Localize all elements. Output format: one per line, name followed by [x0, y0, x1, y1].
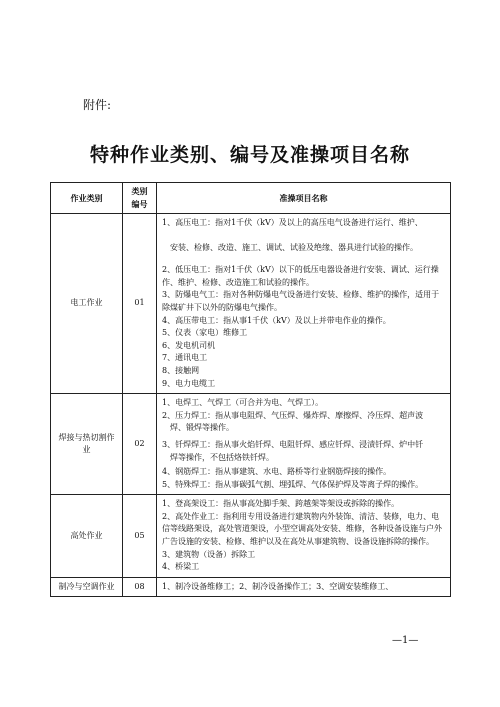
list-item: 1、登高架设工：指从事高处脚手架、跨越架等架设或拆除的操作。 — [162, 499, 400, 509]
list-item: 3、建筑物（设备）拆除工 — [162, 549, 256, 559]
list-item: 4、高压带电工：指从事1千伏（kV）及以上并带电作业的操作。 — [162, 315, 391, 325]
list-item: 2、压力焊工：指从事电阻焊、气压焊、爆炸焊、摩擦焊、冷压焊、超声波 — [162, 410, 424, 420]
list-item: 安装、检修、改造、施工、调试、试验及绝缘、器具进行试验的操作。 — [170, 242, 418, 252]
attachment-label: 附件: — [83, 98, 112, 112]
table-header-row — [51, 183, 451, 214]
list-item: 6、发电机司机 — [162, 340, 216, 350]
table-row — [51, 214, 451, 394]
category-cell: 焊接与热切割作业 — [51, 394, 123, 495]
list-item: 1、制冷设备维修工；2、制冷设备操作工；3、空调安装维修工、 — [162, 581, 394, 591]
table-row — [51, 495, 451, 578]
page-number: —1— — [392, 635, 419, 646]
list-item: 1、电焊工、气焊工（可合并为电、气焊工）。 — [162, 398, 324, 408]
operation-category-table — [50, 182, 451, 597]
items-cell — [157, 495, 451, 578]
list-item: 5、仪表（家电）维修工 — [162, 328, 248, 338]
list-item: 2、低压电工：指对1千伏（kV）以下的低压电器设备进行安装、调试、运行操作、维护、检修、改造施工和试验的操作。 — [162, 265, 439, 287]
page-title: 特种作业类别、编号及准操项目名称 — [89, 144, 410, 166]
table-row — [51, 394, 451, 495]
list-item: 3、钎焊焊工：指从事火焰钎焊、电阻钎焊、感应钎焊、浸渍钎焊、炉中钎 — [162, 439, 424, 449]
code-cell: 05 — [123, 495, 157, 578]
code-cell: 01 — [123, 214, 157, 394]
code-cell: 08 — [123, 577, 157, 597]
list-item: 2、高处作业工：指利用专用设备进行建筑物内外装饰、清洁、装修，电力、电信等线路架设，高处管道架设，小型空调高处安装、维修，各种设备设施与户外广告设施的安装、检修、维护以及在高处从事建筑物、设备设施拆除的操作。 — [162, 511, 442, 547]
list-item: 3、防爆电气工：指对各种防爆电气设备进行安装、检修、维护的操作，适用于除煤矿井下以外的防爆电气操作。 — [162, 290, 440, 312]
column-header-category: 作业类别 — [51, 183, 123, 214]
list-item: 1、高压电工：指对1千伏（kV）及以上的高压电气设备进行运行、维护、 — [162, 218, 423, 227]
code-cell: 02 — [123, 394, 157, 495]
list-item: 9、电力电缆工 — [162, 378, 216, 388]
category-cell: 制冷与空调作业 — [51, 577, 123, 597]
table-row — [51, 577, 451, 597]
list-item: 4、桥梁工 — [162, 562, 200, 572]
list-item: 焊等操作，不包括烙铁钎焊。 — [170, 452, 274, 462]
column-header-items: 准操项目名称 — [157, 183, 451, 214]
items-cell — [157, 577, 451, 597]
items-cell — [157, 394, 451, 495]
list-item: 焊、锻焊等操作。 — [170, 423, 234, 433]
category-cell: 高处作业 — [51, 495, 123, 578]
list-item: 8、接触网 — [162, 365, 200, 375]
list-item: 4、钢筋焊工：指从事建筑、水电、路桥等行业钢筋焊接的操作。 — [162, 467, 392, 477]
items-cell — [157, 214, 451, 394]
list-item: 5、特殊焊工：指从事碳弧气割、埋弧焊、气体保护焊及等离子焊的操作。 — [162, 479, 424, 489]
category-cell: 电工作业 — [51, 214, 123, 394]
column-header-code: 类别编号 — [123, 183, 157, 214]
list-item: 7、通讯电工 — [162, 353, 208, 363]
